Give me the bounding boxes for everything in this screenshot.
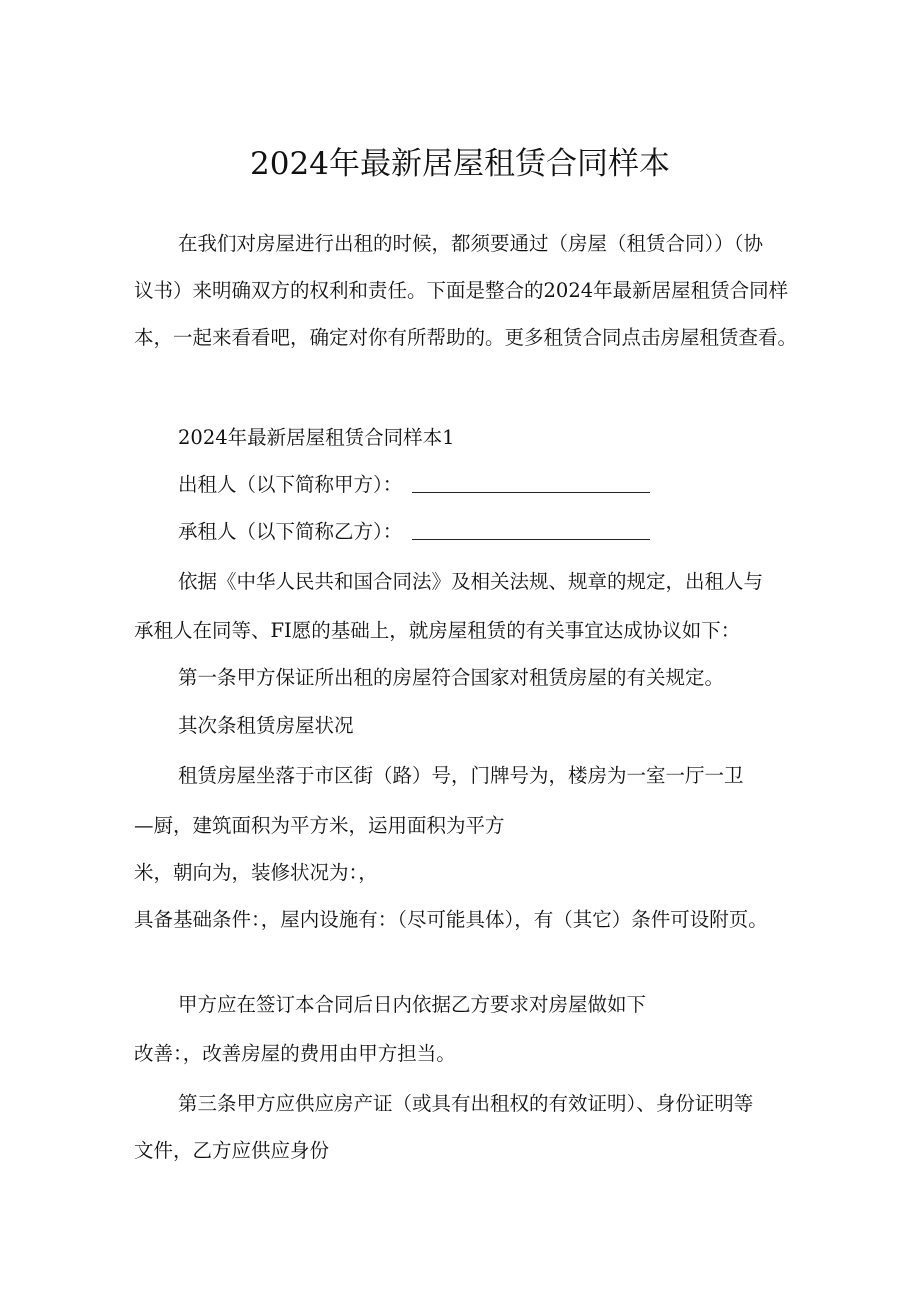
article-2-heading: 其次条租赁房屋状况 — [178, 714, 354, 737]
intro-line-1: 在我们对房屋进行出租的时候，都须要通过（房屋（租赁合同））（协 — [178, 232, 764, 255]
body-line-12: 文件，乙方应供应身份 — [134, 1139, 330, 1162]
lessor-label: 出租人（以下简称甲方）： — [178, 473, 403, 496]
body-line-10: 改善：，改善房屋的费用由甲方担当。 — [134, 1042, 456, 1065]
article-1: 第一条甲方保证所出租的房屋符合国家对租赁房屋的有关规定。 — [178, 666, 725, 689]
document-title: 2024年最新居屋租赁合同样本 — [250, 146, 670, 182]
body-line-6: —厨，建筑面积为平方米，运用面积为平方 — [134, 814, 505, 837]
body-line-5: 租赁房屋坐落于市区街（路）号，门牌号为，楼房为一室一厅一卫 — [178, 764, 744, 787]
lessee-line — [178, 518, 650, 546]
intro-line-3: 本，一起来看看吧，确定对你有所帮助的。更多租赁合同点击房屋租赁查看。 — [134, 326, 798, 349]
body-line-7: 米，朝向为，装修状况为：， — [134, 861, 378, 884]
article-3: 第三条甲方应供应房产证（或具有出租权的有效证明）、身份证明等 — [178, 1092, 754, 1115]
lessor-line — [178, 471, 650, 499]
lessor-blank — [412, 492, 650, 493]
body-line-2: 承租人在同等、FI愿的基础上，就房屋租赁的有关事宜达成协议如下： — [134, 619, 741, 642]
body-line-9: 甲方应在签订本合同后日内依据乙方要求对房屋做如下 — [178, 993, 647, 1016]
section-heading: 2024年最新居屋租赁合同样本1 — [178, 426, 455, 449]
body-line-1: 依据《中华人民共和国合同法》及相关法规、规章的规定，出租人与 — [178, 570, 764, 593]
body-line-8: 具备基础条件：，屋内设施有：（尽可能具体），有（其它）条件可设附页。 — [134, 908, 768, 931]
lessee-label: 承租人（以下简称乙方）： — [178, 520, 403, 543]
lessee-blank — [412, 539, 650, 540]
intro-line-2: 议书）来明确双方的权利和责任。下面是整合的2024年最新居屋租赁合同样 — [134, 279, 789, 302]
